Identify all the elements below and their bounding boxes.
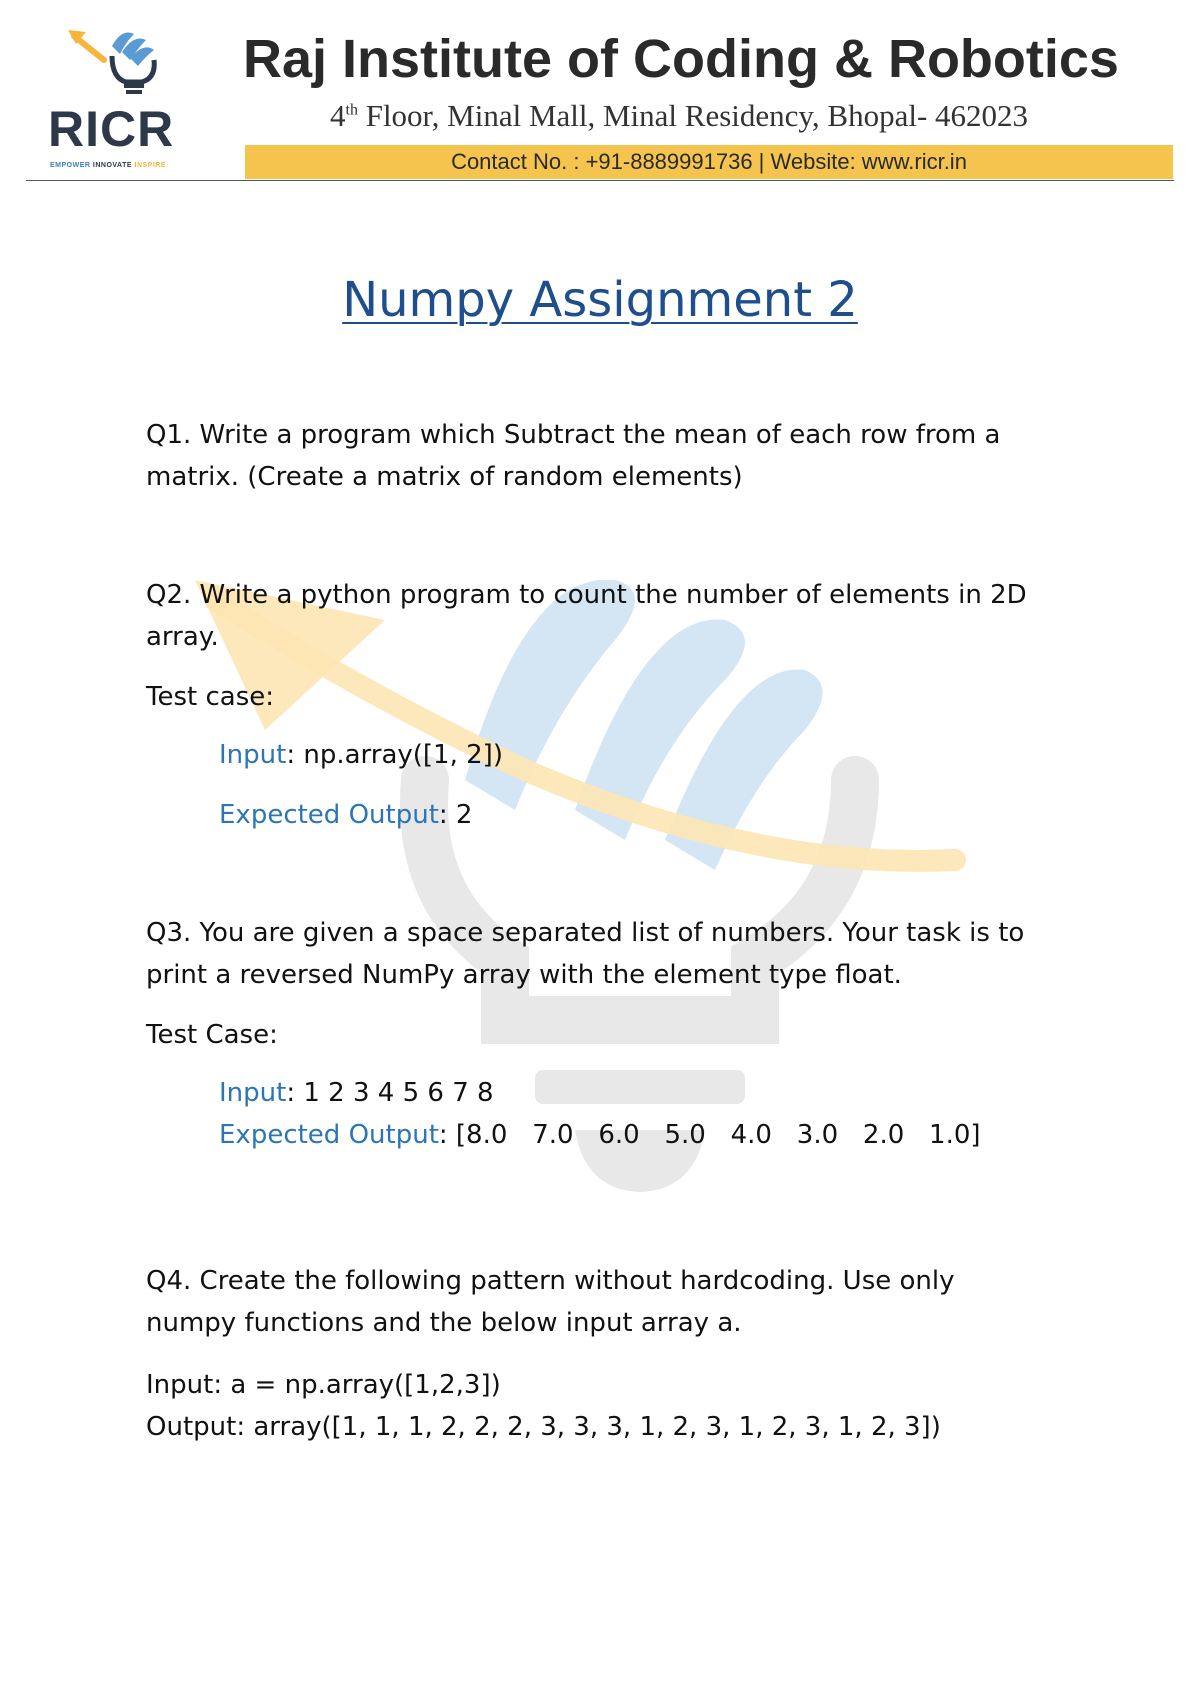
institute-name: Raj Institute of Coding & Robotics	[243, 29, 1119, 89]
address-prefix: 4	[330, 98, 346, 133]
question-3	[146, 912, 1076, 996]
contact-bar: Contact No. : +91-8889991736 | Website: www.ricr.in	[245, 145, 1173, 179]
address-rest: Floor, Minal Mall, Minal Residency, Bhopal- 462023	[357, 98, 1029, 133]
question-1	[146, 414, 1076, 498]
q2-input-label: Input	[219, 740, 287, 770]
q4-io	[146, 1364, 1076, 1448]
q2-line-2: array.	[146, 622, 219, 652]
question-2	[146, 574, 1076, 658]
tagline-word: INNOVATE	[92, 162, 133, 169]
q3-output-line	[146, 1114, 1149, 1156]
q3-input-label: Input	[219, 1078, 287, 1108]
institute-address	[330, 97, 1028, 134]
q4-line-2: numpy functions and the below input array a.	[146, 1308, 742, 1338]
q3-test-case-label: Test Case:	[146, 1020, 278, 1050]
q3-line-2: print a reversed NumPy array with the element type float.	[146, 960, 902, 990]
q2-output-value: : 2	[438, 800, 473, 830]
q3-input-value: : 1 2 3 4 5 6 7 8	[286, 1078, 494, 1108]
ricr-logo	[44, 26, 204, 169]
q4-output-line: Output: array([1, 1, 1, 2, 2, 2, 3, 3, 3, 1, 2, 3, 1, 2, 3, 1, 2, 3])	[146, 1412, 941, 1442]
tagline-word: INSPIRE	[134, 162, 167, 169]
logo-tagline	[50, 162, 166, 169]
tagline-word: EMPOWER	[50, 162, 91, 169]
address-superscript: th	[345, 101, 358, 119]
logo-wordmark: RICR	[48, 101, 175, 157]
q2-output-label: Expected Output	[219, 800, 439, 830]
q2-test-case-label: Test case:	[146, 682, 274, 712]
q1-line-2: matrix. (Create a matrix of random elements)	[146, 462, 743, 492]
q4-input-line: Input: a = np.array([1,2,3])	[146, 1370, 501, 1400]
bulb-rocket-icon	[64, 26, 174, 96]
q3-output-label: Expected Output	[219, 1120, 439, 1150]
q2-input-line	[146, 734, 1149, 776]
q1-line-1: Q1. Write a program which Subtract the mean of each row from a	[146, 420, 1001, 450]
q3-input-line	[146, 1072, 1149, 1114]
q4-line-1: Q4. Create the following pattern without hardcoding. Use only	[146, 1266, 955, 1296]
question-4	[146, 1260, 1076, 1344]
letterhead	[0, 0, 1200, 185]
q2-line-1: Q2. Write a python program to count the number of elements in 2D	[146, 580, 1027, 610]
q3-output-value: : [8.0 7.0 6.0 5.0 4.0 3.0 2.0 1.0]	[438, 1120, 981, 1150]
header-divider	[26, 180, 1174, 181]
page-title: Numpy Assignment 2	[342, 272, 858, 328]
q2-output-line	[146, 794, 1149, 836]
q3-line-1: Q3. You are given a space separated list of numbers. Your task is to	[146, 918, 1025, 948]
q2-input-value: : np.array([1, 2])	[286, 740, 503, 770]
